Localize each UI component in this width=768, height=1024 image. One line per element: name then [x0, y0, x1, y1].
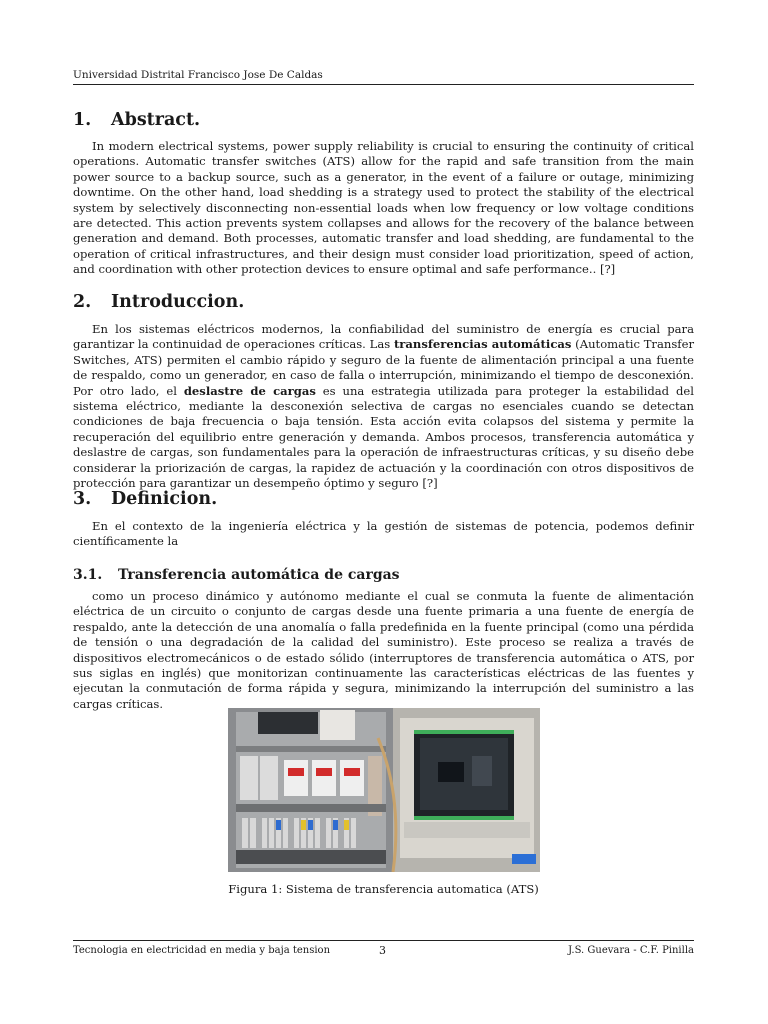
subsection-heading: [73, 567, 400, 583]
subsection-title: Transferencia automática de cargas: [118, 567, 400, 583]
ats-panel-illustration: [228, 708, 540, 872]
section-heading-definicion: [73, 489, 217, 509]
subsection-paragraph: como un proceso dinámico y autónomo mediante el cual se conmuta la fuente de alimentación eléctrica de un circuito o conjunto de cargas desde una fuente primaria a una fuente de energía de respaldo, ante la detección de una anomalía o falla predefinida en la fuente principal (como una pérdida de tensión o una degradación de la calidad del suministro). Este proceso se realiza a través de dispositivos electromecánicos o de estado sólido (interruptores de transferencia automática o ATS, por sus siglas en inglés) que monitorizan continuamente las características eléctricas de las fuentes y ejecutan la conmutación de forma rápida y segura, minimizando la interrupción del suministro a las cargas críticas.: [73, 589, 694, 711]
definicion-paragraph: En el contexto de la ingeniería eléctrica y la gestión de sistemas de potencia, podemos definir científicamente la: [73, 519, 694, 549]
bold-term-transferencias: transferencias automáticas: [393, 337, 572, 352]
running-header: Universidad Distrital Francisco Jose De Caldas: [73, 69, 323, 81]
header-rule: [73, 84, 694, 85]
subsection-number: 3.1.: [73, 567, 103, 583]
intro-text-a: En los sistemas eléctricos modernos, la confiabilidad del suministro de energía es crucial para garantizar la continuidad de operaciones críticas. Las: [73, 322, 694, 352]
introduccion-paragraph: [73, 322, 694, 491]
bold-term-deslastre: deslastre de cargas: [183, 383, 316, 398]
abstract-paragraph: In modern electrical systems, power supply reliability is crucial to ensuring the continuity of critical operations. Automatic transfer switches (ATS) allow for the rapid and safe transition from the main power source to a backup source, such as a generator, in the event of a failure or outage, minimizing downtime. On the other hand, load shedding is a strategy used to protect the stability of the electrical system by selectively disconnecting non-essential loads when low frequency or low voltage conditions are detected. This action prevents system collapses and allows for the recovery of the balance between generation and demand. Both processes, automatic transfer and load shedding, are fundamental to the operation of critical infrastructures, and their design must consider load prioritization, speed of action, and coordination with other protection devices to ensure optimal and safe performance.. [?]: [73, 139, 694, 277]
figure-caption: Figura 1: Sistema de transferencia automatica (ATS): [228, 882, 539, 896]
ats-panel-photo: [228, 708, 540, 872]
section-heading-introduccion: [73, 292, 244, 312]
section-title: Abstract.: [111, 110, 201, 130]
footer-authors: J.S. Guevara - C.F. Pinilla: [568, 945, 694, 956]
page: [73, 0, 694, 1024]
section-heading-abstract: [73, 110, 200, 130]
section-title: Introduccion.: [111, 292, 245, 312]
footer-rule: [73, 940, 694, 941]
page-number: 3: [379, 944, 386, 957]
section-number: 1.: [73, 110, 92, 130]
section-number: 3.: [73, 489, 92, 509]
section-number: 2.: [73, 292, 92, 312]
intro-text-c: es una estrategia utilizada para proteger la estabilidad del sistema eléctrico, mediante la desconexión selectiva de cargas no esenciales cuando se detectan condiciones de baja frecuencia o baja tensión. Esta acción evita colapsos del sistema y permite la recuperación del equilibrio entre generación y demanda. Ambos procesos, transferencia automática y deslastre de cargas, son fundamentales para la operación de infraestructuras críticas, y su diseño debe considerar la priorización de cargas, la rapidez de actuación y la coordinación con otros dispositivos de protección para garantizar un desempeño óptimo y seguro [?]: [73, 383, 694, 491]
section-title: Definicion.: [111, 489, 218, 509]
intro-text-b: (Automatic Transfer Switches, ATS) permiten el cambio rápido y seguro de la fuente de alimentación principal a una fuente de respaldo, como un generador, en caso de falla o interrupción, minimizando el tiempo de desconexión. Por otro lado, el: [73, 337, 694, 398]
footer-course: Tecnologia en electricidad en media y baja tension: [73, 945, 331, 956]
